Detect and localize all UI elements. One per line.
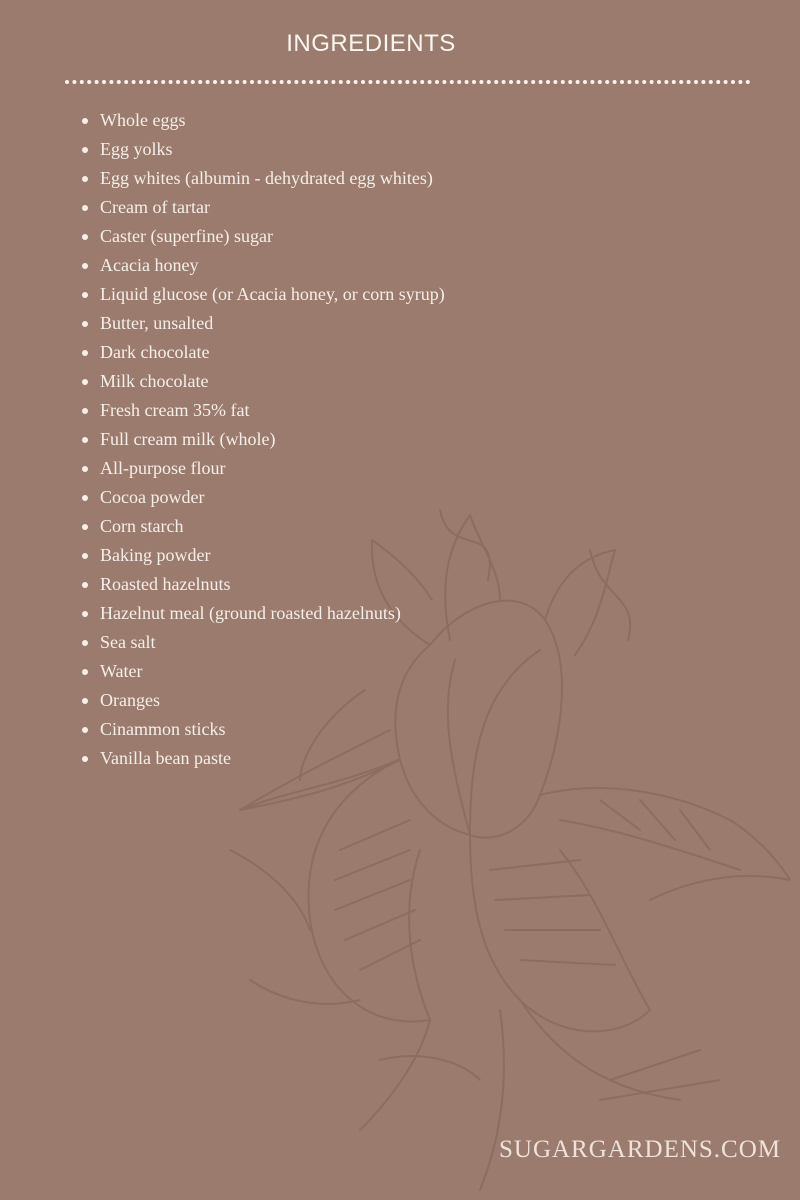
list-item	[80, 512, 445, 541]
bullet-icon	[82, 611, 88, 617]
ingredient-text: Corn starch	[100, 516, 184, 536]
list-item	[80, 744, 445, 773]
list-item	[80, 367, 445, 396]
list-item	[80, 106, 445, 135]
ingredient-text: Cocoa powder	[100, 487, 205, 507]
list-item	[80, 396, 445, 425]
list-item	[80, 164, 445, 193]
ingredient-text: Cinammon sticks	[100, 719, 226, 739]
bullet-icon	[82, 727, 88, 733]
ingredient-text: Egg yolks	[100, 139, 173, 159]
ingredient-text: Acacia honey	[100, 255, 199, 275]
bullet-icon	[82, 118, 88, 124]
ingredient-text: Liquid glucose (or Acacia honey, or corn syrup)	[100, 284, 445, 304]
bullet-icon	[82, 205, 88, 211]
list-item	[80, 425, 445, 454]
ingredient-text: Fresh cream 35% fat	[100, 400, 250, 420]
bullet-icon	[82, 466, 88, 472]
ingredient-text: Hazelnut meal (ground roasted hazelnuts)	[100, 603, 401, 623]
list-item	[80, 657, 445, 686]
bullet-icon	[82, 669, 88, 675]
bullet-icon	[82, 321, 88, 327]
list-item	[80, 599, 445, 628]
ingredient-text: Full cream milk (whole)	[100, 429, 276, 449]
ingredient-text: Whole eggs	[100, 110, 186, 130]
ingredient-text: Oranges	[100, 690, 160, 710]
bullet-icon	[82, 495, 88, 501]
bullet-icon	[82, 756, 88, 762]
bullet-icon	[82, 379, 88, 385]
list-item	[80, 338, 445, 367]
list-item	[80, 483, 445, 512]
list-item	[80, 686, 445, 715]
ingredient-text: Baking powder	[100, 545, 211, 565]
list-item	[80, 309, 445, 338]
list-item	[80, 280, 445, 309]
list-item	[80, 222, 445, 251]
ingredient-text: Sea salt	[100, 632, 156, 652]
bullet-icon	[82, 437, 88, 443]
ingredient-text: Milk chocolate	[100, 371, 209, 391]
ingredient-text: Caster (superfine) sugar	[100, 226, 273, 246]
bullet-icon	[82, 147, 88, 153]
dotted-divider	[64, 79, 754, 85]
bullet-icon	[82, 640, 88, 646]
list-item	[80, 628, 445, 657]
list-item	[80, 193, 445, 222]
list-item	[80, 135, 445, 164]
ingredient-text: Cream of tartar	[100, 197, 210, 217]
ingredients-list	[80, 106, 445, 773]
bullet-icon	[82, 234, 88, 240]
ingredient-text: Butter, unsalted	[100, 313, 214, 333]
bullet-icon	[82, 292, 88, 298]
list-item	[80, 454, 445, 483]
list-item	[80, 251, 445, 280]
bullet-icon	[82, 263, 88, 269]
bullet-icon	[82, 176, 88, 182]
ingredient-text: Vanilla bean paste	[100, 748, 231, 768]
page-title: INGREDIENTS	[286, 30, 456, 57]
bullet-icon	[82, 524, 88, 530]
site-url: SUGARGARDENS.COM	[498, 1136, 781, 1163]
list-item	[80, 541, 445, 570]
ingredient-text: All-purpose flour	[100, 458, 226, 478]
ingredient-text: Roasted hazelnuts	[100, 574, 231, 594]
bullet-icon	[82, 582, 88, 588]
bullet-icon	[82, 350, 88, 356]
list-item	[80, 570, 445, 599]
list-item	[80, 715, 445, 744]
bullet-icon	[82, 553, 88, 559]
bullet-icon	[82, 408, 88, 414]
ingredient-text: Egg whites (albumin - dehydrated egg whites)	[100, 168, 433, 188]
bullet-icon	[82, 698, 88, 704]
ingredient-text: Water	[100, 661, 143, 681]
ingredient-text: Dark chocolate	[100, 342, 210, 362]
